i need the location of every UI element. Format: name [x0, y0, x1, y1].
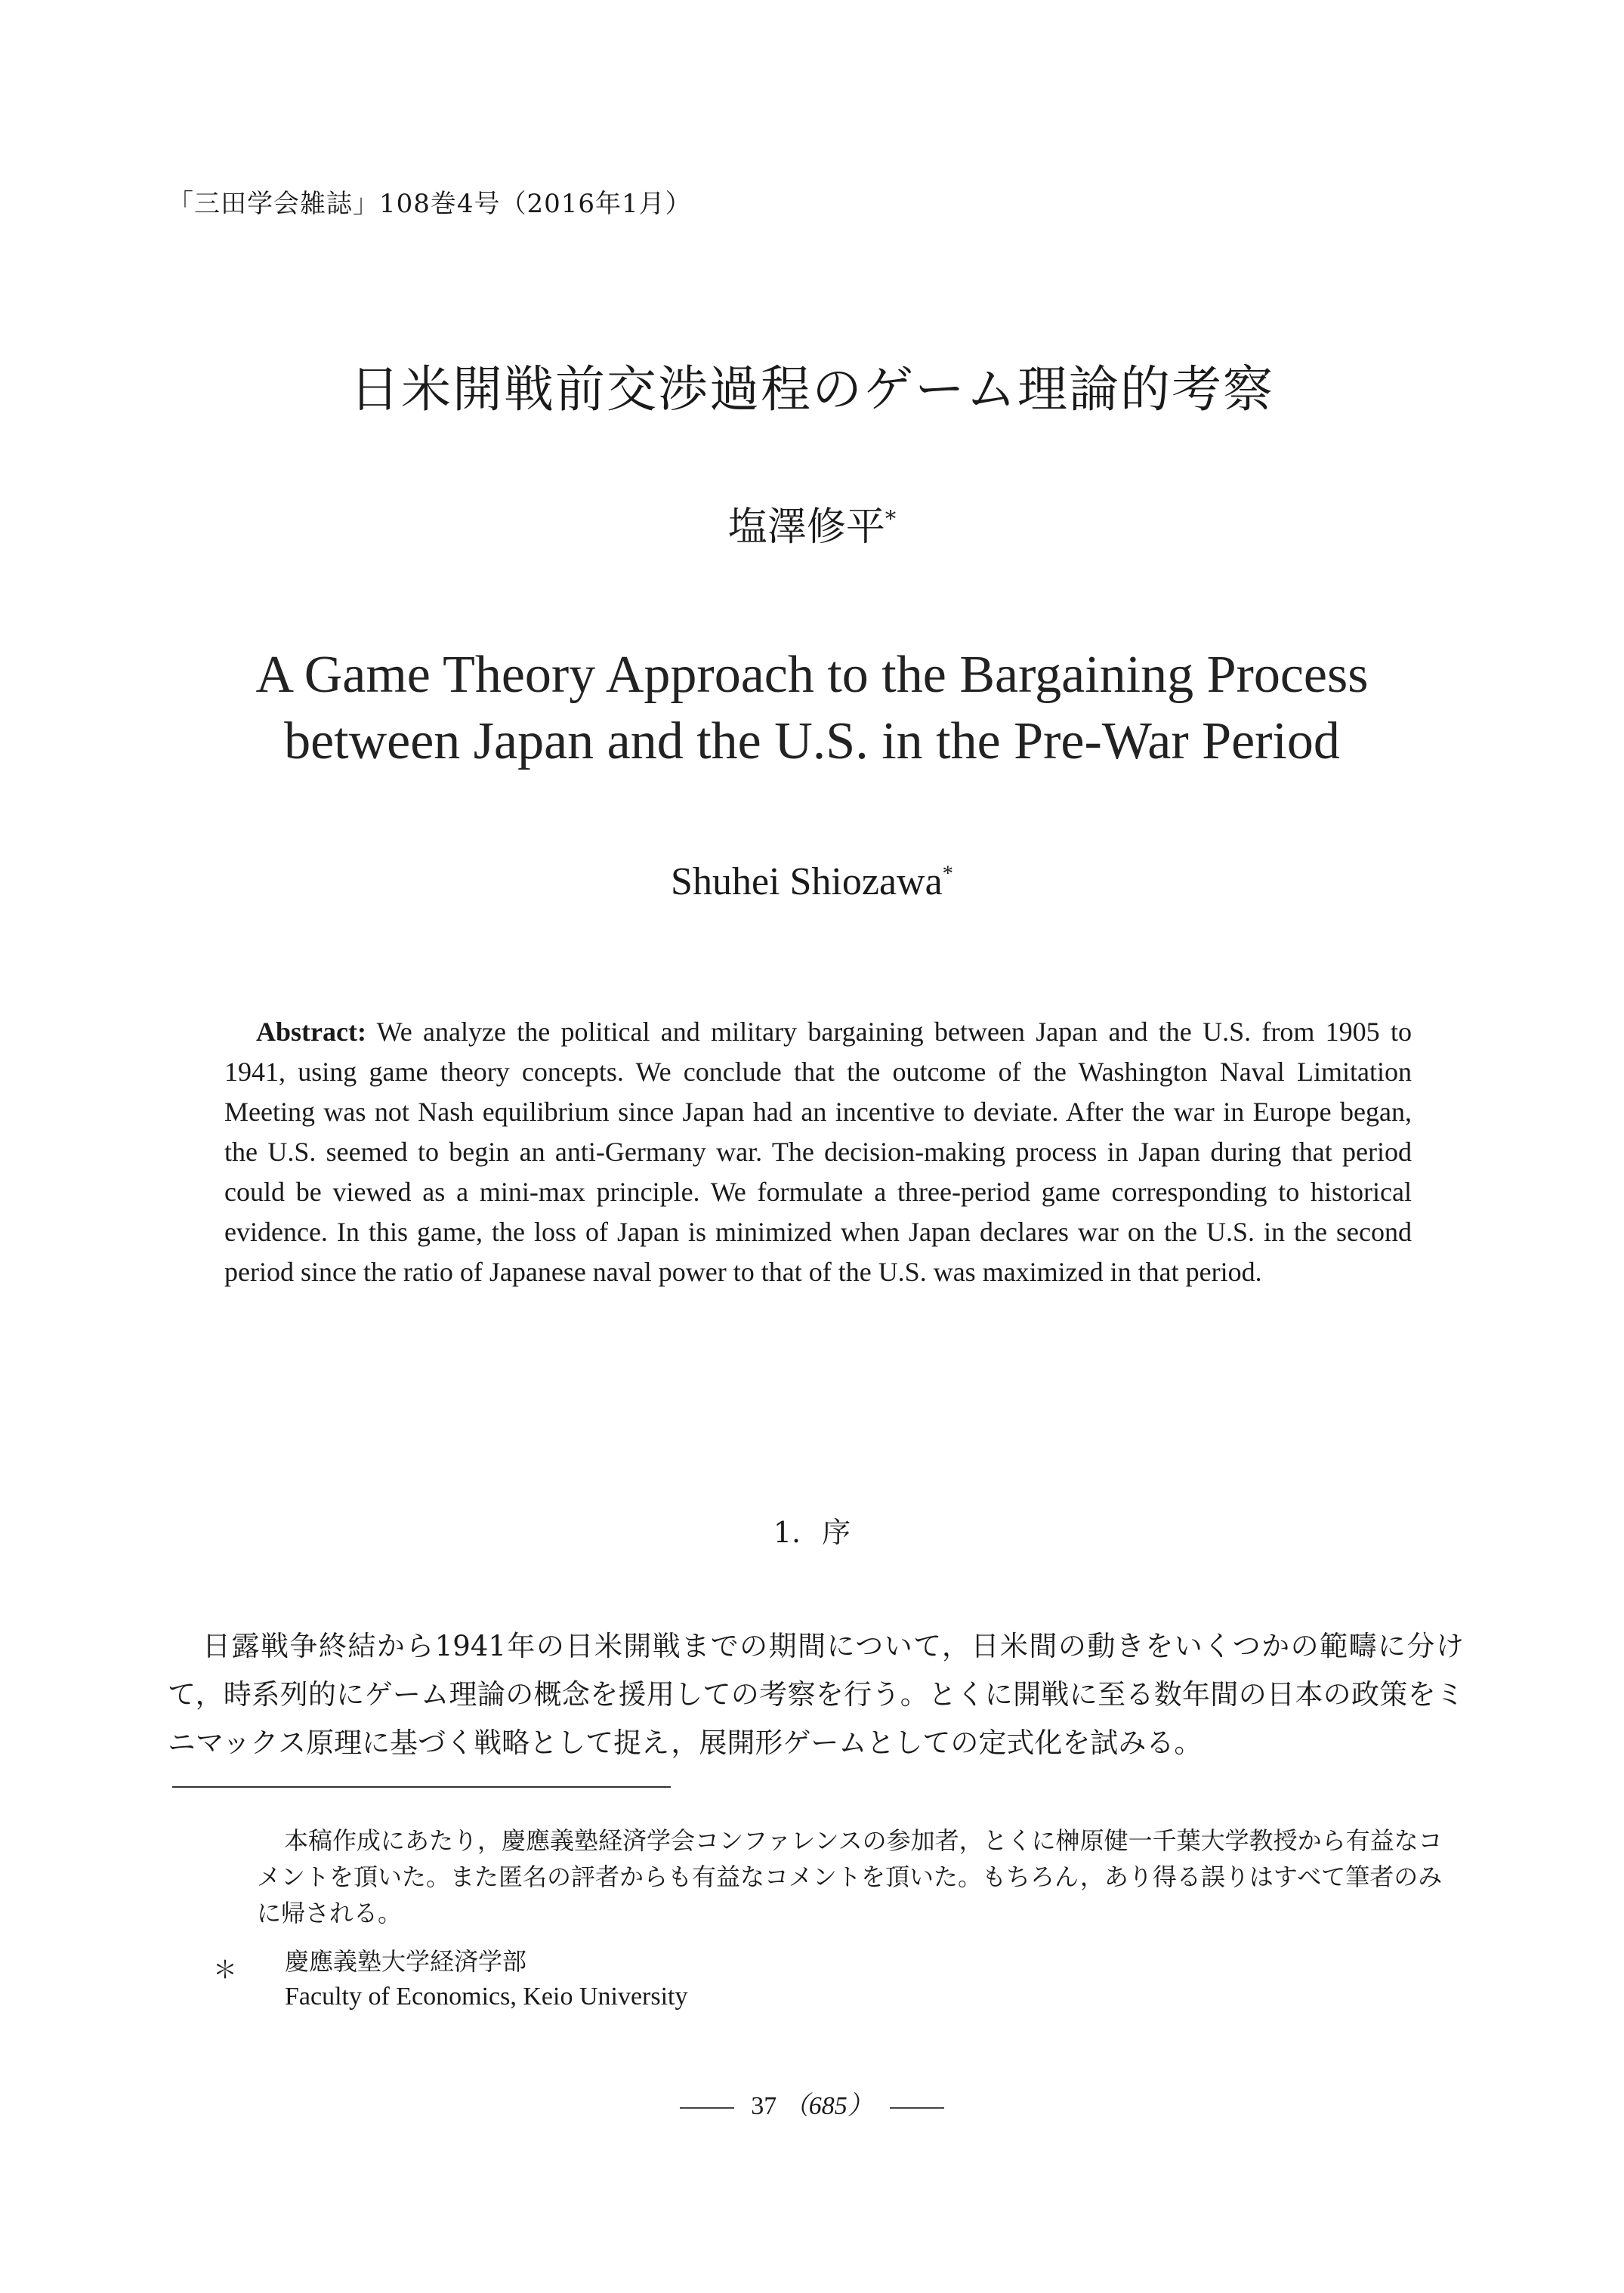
author-name-english	[0, 859, 1624, 904]
abstract-label: Abstract:	[256, 1017, 366, 1047]
page-number	[0, 2085, 1624, 2122]
footnote-affiliation-english: Faculty of Economics, Keio University	[285, 1983, 688, 2011]
section-number: 1.	[773, 1516, 801, 1549]
abstract-text: We analyze the political and military bargaining between Japan and the U.S. from 1905 to 1941, using game theory concepts. We conclude that the outcome of the Washington Naval Limitation Meeting was not Nash equilibrium since Japan had an incentive to deviate. After the war in Europe began, the U.S. seemed to begin an anti-Germany war. The decision-making process in Japan during that period could be viewed as a mini-max principle. We formulate a three-period game corresponding to historical evidence. In this game, the loss of Japan is minimized when Japan declares war on the U.S. in the second period since the ratio of Japanese naval power to that of the U.S. was maximized in that period.	[224, 1017, 1412, 1287]
page-number-alt: （685）	[783, 2092, 873, 2120]
paper-title-english	[0, 642, 1624, 775]
paper-title-japanese: 日米開戦前交渉過程のゲーム理論的考察	[350, 360, 1274, 418]
author-name-en-text: Shuhei Shiozawa	[671, 860, 943, 903]
page-number-value: 37	[751, 2092, 777, 2120]
page-number-left-rule	[680, 2107, 734, 2109]
footnote-divider	[172, 1786, 671, 1788]
journal-header: 「三田学会雑誌」108巻4号（2016年1月）	[168, 189, 692, 219]
author-footnote-mark: *	[885, 505, 897, 532]
abstract	[224, 1012, 1412, 1292]
page-number-right-rule	[890, 2107, 944, 2109]
author-name-japanese	[0, 495, 1624, 551]
author-name-ja-text: 塩澤修平	[727, 505, 885, 550]
footnote-mark: ＊	[213, 1955, 238, 1984]
body-paragraph: 日露戦争終結から1941年の日米開戦までの期間について，日米間の動きをいくつかの範疇に分けて，時系列的にゲーム理論の概念を援用しての考察を行う。とくに開戦に至る数年間の日本の政策をミニマックス原理に基づく戦略として捉え，展開形ゲームとしての定式化を試みる。	[168, 1630, 1464, 1759]
footnote-affiliation-japanese: 慶應義塾大学経済学部	[285, 1947, 527, 1976]
author-footnote-mark-en: *	[942, 862, 953, 886]
footnote-acknowledgement: 本稿作成にあたり，慶應義塾経済学会コンファレンスの参加者，とくに榊原健一千葉大学教授から有益なコメントを頂いた。また匿名の評者からも有益なコメントを頂いた。もちろん，あり得る誤りはすべて筆者のみに帰される。	[257, 1826, 1443, 1927]
paper-title-english-line2: between Japan and the U.S. in the Pre-War Period	[284, 712, 1340, 770]
section-heading	[0, 1509, 1624, 1551]
section-title: 序	[822, 1516, 851, 1549]
paper-title-english-line1: A Game Theory Approach to the Bargaining Process	[255, 646, 1369, 704]
